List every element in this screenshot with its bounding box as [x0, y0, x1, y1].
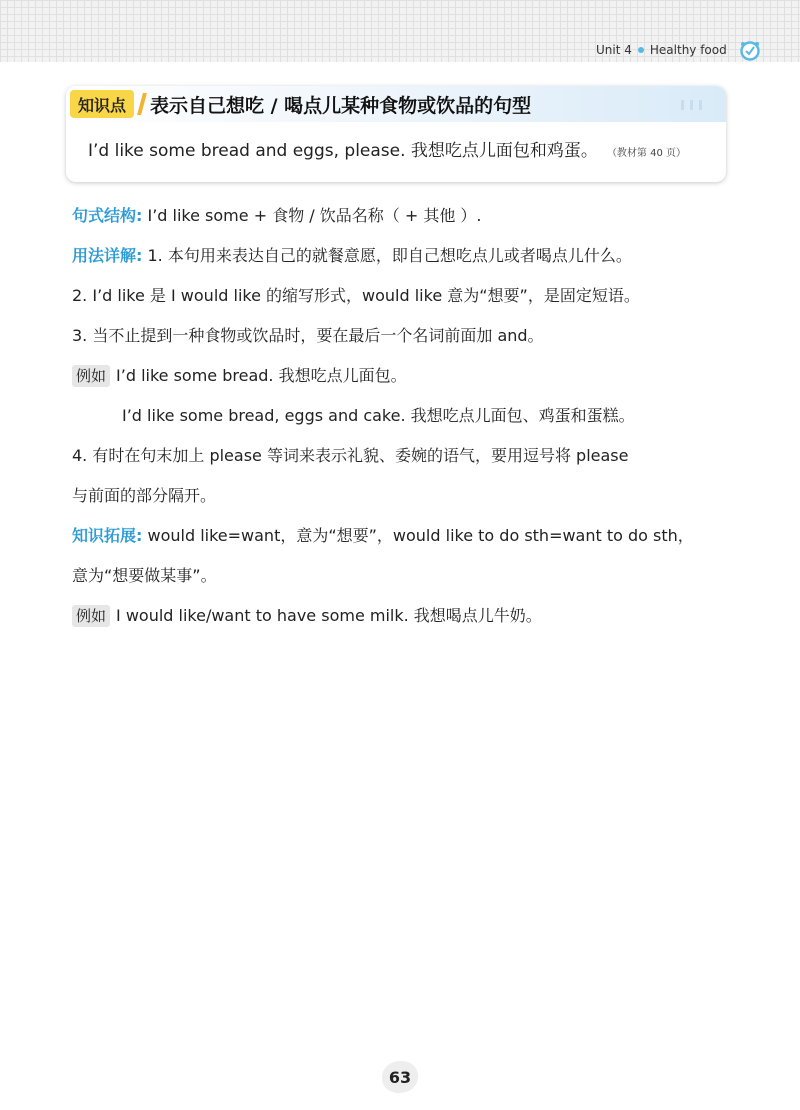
example-line-2: I’d like some bread, eggs and cake. 我想吃点儿面包、鸡蛋和蛋糕。: [122, 406, 635, 425]
usage-line-2: 2. I’d like 是 I would like 的缩写形式，would like 意为“想要”，是固定短语。: [72, 286, 640, 305]
structure-text: I’d like some + 食物 / 饮品名称（ + 其他 ）.: [142, 206, 482, 225]
knowledge-point-title: 表示自己想吃 / 喝点儿某种食物或饮品的句型: [150, 94, 532, 117]
title-divider: [137, 93, 147, 115]
structure-line: [72, 196, 752, 236]
usage-line-1: [72, 236, 752, 276]
usage-line-4a: 4. 有时在句末加上 please 等词来表示礼貌、委婉的语气，要用逗号将 please: [72, 446, 629, 465]
example-line-3: [72, 596, 752, 636]
page-number: 63: [388, 1067, 412, 1087]
knowledge-point-header: [66, 86, 726, 122]
extension-label: 知识拓展:: [72, 526, 143, 545]
textbook-reference: （教材第 40 页）: [611, 148, 687, 159]
extension-text-1: would like=want，意为“想要”，would like to do sth=want to do sth，: [142, 526, 694, 545]
key-sentence: [88, 136, 718, 161]
usage-text-1: 1. 本句用来表达自己的就餐意愿，即自己想吃点儿或者喝点儿什么。: [142, 246, 632, 265]
page-number-badge: [380, 1060, 420, 1094]
usage-label: 用法详解:: [72, 246, 143, 265]
knowledge-point-card: [66, 86, 726, 182]
separator-dot: [638, 47, 644, 53]
extension-line-1: [72, 516, 752, 556]
example-text-1: I’d like some bread. 我想吃点儿面包。: [116, 366, 407, 385]
running-header: [596, 40, 761, 60]
usage-line-3: 3. 当不止提到一种食物或饮品时，要在最后一个名词前面加 and。: [72, 326, 544, 345]
explanation-body: [72, 196, 752, 636]
key-sentence-text: I’d like some bread and eggs, please. 我想吃点儿面包和鸡蛋。: [88, 141, 598, 161]
structure-label: 句式结构:: [72, 206, 143, 225]
example-text-3: I would like/want to have some milk. 我想喝点儿牛奶。: [116, 606, 542, 625]
usage-line-4b: 与前面的部分隔开。: [72, 486, 217, 505]
example-tag-2: 例如: [72, 605, 110, 627]
decorative-bars: [681, 100, 702, 110]
extension-line-2: 意为“想要做某事”。: [72, 566, 217, 585]
example-line-1: [72, 356, 752, 396]
knowledge-point-tag: 知识点: [70, 90, 134, 118]
unit-topic: Healthy food: [649, 43, 727, 57]
example-tag: 例如: [72, 365, 110, 387]
clock-icon: [739, 39, 761, 61]
unit-number: Unit 4: [596, 43, 632, 57]
